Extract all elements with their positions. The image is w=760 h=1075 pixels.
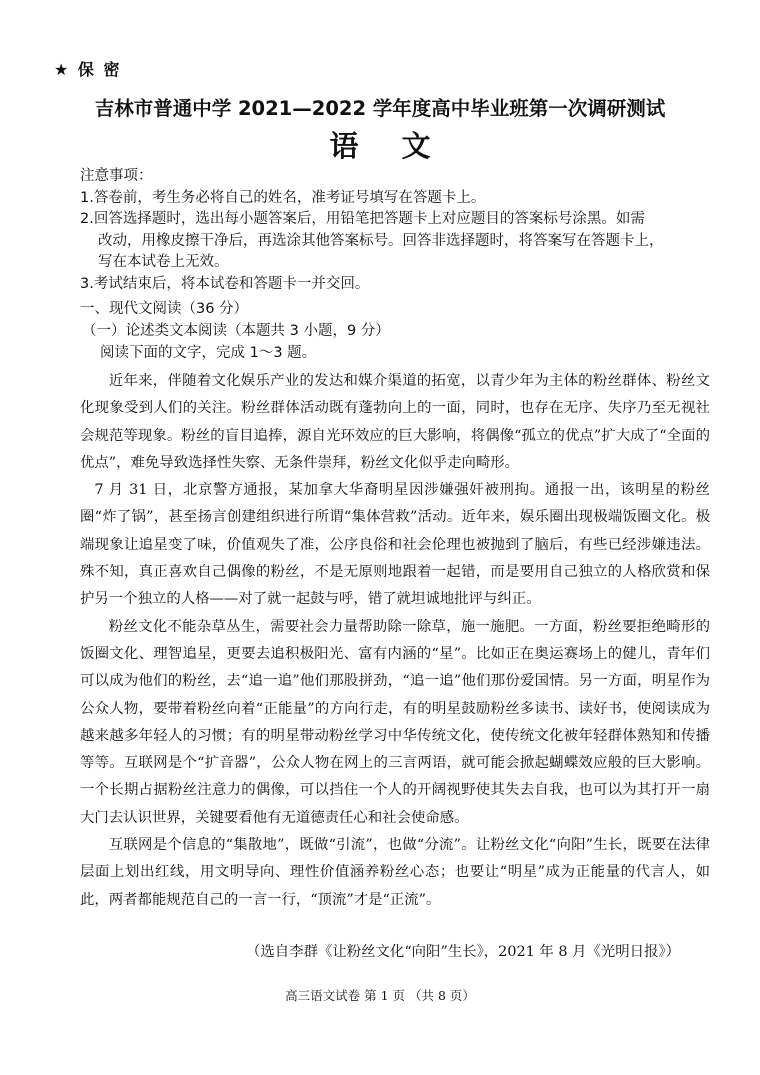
notes-item-2-line-1: 2.回答选择题时，选出每小题答案后，用铅笔把答题卡上对应题目的答案标号涂黑。如需 (80, 211, 645, 227)
notes-item-2-line-3: 写在本试卷上无效。 (98, 254, 229, 270)
section-header (80, 298, 390, 364)
notes-heading: 注意事项： (80, 168, 153, 184)
notes-item-1: 1.答卷前，考生务必将自己的姓名，准考证号填写在答题卡上。 (80, 189, 486, 206)
section-sub-title: （一）论述类文本阅读（本题共 3 小题，9 分） (82, 323, 390, 339)
confidential-mark: ★ 保 密 (54, 60, 122, 79)
article-source: （选自李群《让粉丝文化“向阳”生长》，2021 年 8 月《光明日报》） (246, 944, 680, 960)
exam-title: 吉林市普通中学 2021—2022 学年度高中毕业班第一次调研测试 (94, 97, 666, 120)
article-paragraph-1: 近年来，伴随着文化娱乐产业的发达和媒介渠道的拓宽，以青少年为主体的粉丝群体、粉丝文化现象受到人们的关注。粉丝群体活动既有蓬勃向上的一面，同时，也存在无序、失序乃至无视社会规范等现象。粉丝的盲目追捧，源自光环效应的巨大影响，将偶像“孤立的优点”扩大成了“全面的优点”，难免导致选择性失察、无条件崇拜，粉丝文化似乎走向畸形。 (80, 373, 710, 471)
section-part-title: 一、现代文阅读（36 分） (80, 301, 249, 317)
notes-item-2-line-2: 改动，用橡皮擦干净后，再选涂其他答案标号。回答非选择题时，将答案写在答题卡上， (98, 232, 664, 249)
article-paragraph-3: 粉丝文化不能杂草丛生，需要社会力量帮助除一除草，施一施肥。一方面，粉丝要拒绝畸形的饭圈文化、理智追星，更要去追积极阳光、富有内涵的“星”。比如正在奥运赛场上的健儿，青年们可以成为他们的粉丝，去“追一追”他们那股拼劲，“追一追”他们那份爱国情。另一方面，明星作为公众人物，要带着粉丝向着“正能量”的方向行走，有的明星鼓励粉丝多读书、读好书，使阅读成为越来越多年轻人的习惯；有的明星带动粉丝学习中华传统文化，使传统文化被年轻群体熟知和传播等等。互联网是个“扩音器”，公众人物在网上的三言两语，就可能会掀起蝴蝶效应般的巨大影响。一个长期占据粉丝注意力的偶像，可以挡住一个人的开阔视野使其失去自我，也可以为其打开一扇大门去认识世界，关键要看他有无道德责任心和社会使命感。 (80, 618, 710, 826)
subject-char-2: 文 (401, 129, 431, 163)
subject-title (0, 124, 760, 165)
page-footer: 高三语文试卷 第 1 页 （共 8 页） (285, 988, 475, 1003)
subject-char-1: 语 (329, 129, 359, 163)
article-paragraph-4: 互联网是个信息的“集散地”，既做“引流”，也做“分流”。让粉丝文化“向阳”生长，既要在法律层面上划出红线，用文明导向、理性价值涵养粉丝心态；也要让“明星”成为正能量的代言人，如此，两者都能规范自己的一言一行，“顶流”才是“正流”。 (80, 837, 710, 908)
section-instruction: 阅读下面的文字，完成 1～3 题。 (100, 345, 317, 361)
reading-article (80, 368, 710, 914)
notes-item-3: 3.考试结束后，将本试卷和答题卡一并交回。 (80, 275, 370, 292)
article-paragraph-2: 7 月 31 日，北京警方通报，某加拿大华裔明星因涉嫌强奸被刑拘。通报一出，该明星的粉丝圈“炸了锅”，甚至扬言创建组织进行所谓“集体营救”活动。近年来，娱乐圈出现极端饭圈文化。极端现象让追星变了味，价值观失了准，公序良俗和社会伦理也被抛到了脑后，有些已经涉嫌违法。殊不知，真正喜欢自己偶像的粉丝，不是无原则地跟着一起错，而是要用自己独立的人格欣赏和保护另一个独立的人格——对了就一起鼓与呼，错了就坦诚地批评与纠正。 (80, 482, 710, 608)
exam-notes (80, 166, 720, 295)
